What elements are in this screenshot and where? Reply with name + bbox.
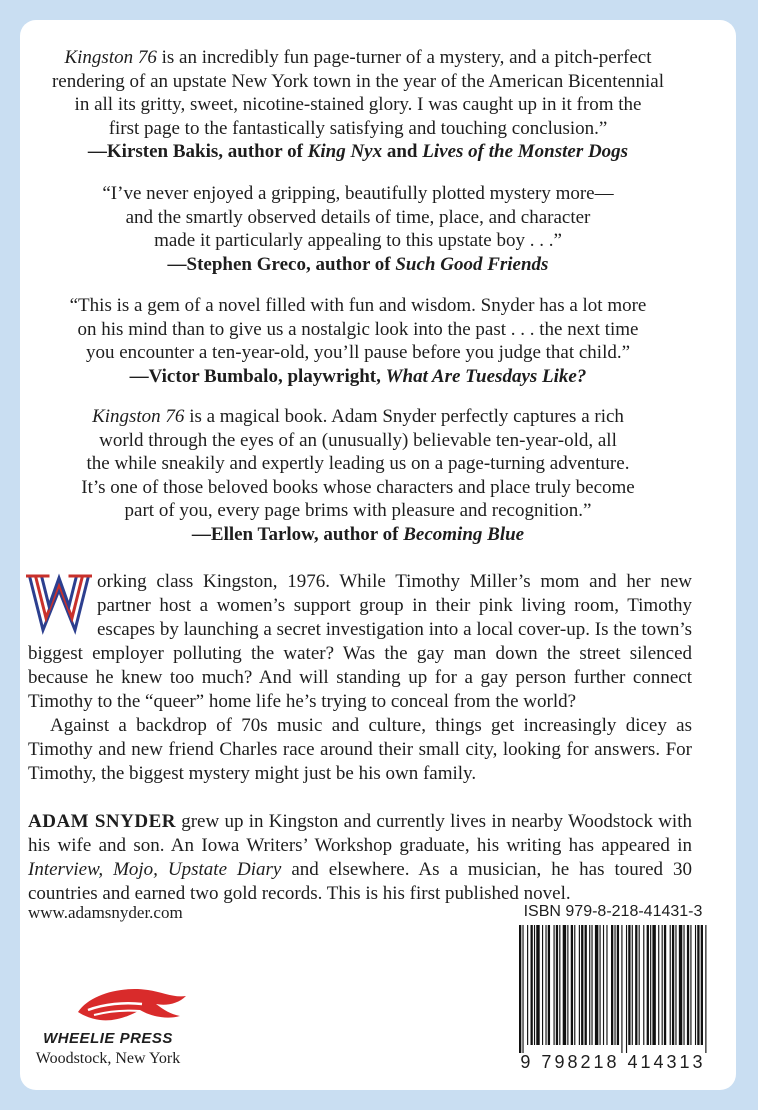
- barcode-bar: [639, 925, 640, 1045]
- barcode-bar: [650, 925, 651, 1045]
- barcode-bar: [695, 925, 696, 1045]
- play-title: What Are Tuesdays Like?: [385, 365, 587, 387]
- barcode-bar: [611, 925, 613, 1045]
- barcode-bar: [581, 925, 583, 1045]
- blurb-ellen-tarlow: [26, 405, 690, 546]
- barcode-bar: [571, 925, 573, 1045]
- barcode-bar: [522, 925, 523, 1053]
- barcode-bar: [585, 925, 587, 1045]
- description-paragraph-2: Against a backdrop of 70s music and culture, things get increasingly dicey as Timothy and new friend Charles race around their small city, looking for answers. For Timothy, the biggest mystery might just be his own family.: [28, 715, 692, 784]
- description-paragraph-1: [28, 570, 692, 714]
- blurb-line-book-title: Kingston 76: [64, 47, 162, 68]
- blurb-line: It’s one of those beloved books whose characters and place truly become: [81, 476, 635, 498]
- barcode-bar: [701, 925, 703, 1045]
- wheelie-press-logo-icon: [70, 982, 190, 1026]
- blurb-line: the while sneakily and expertly leading us on a page-turning adventure.: [86, 453, 630, 474]
- barcode-bar: [670, 925, 671, 1045]
- barcode-bar: [591, 925, 592, 1045]
- barcode-bar: [658, 925, 659, 1045]
- isbn-digits: 9 798218 414313: [520, 1052, 706, 1072]
- dropcap-w-icon: [26, 572, 92, 638]
- bio-publications: Interview, Mojo, Upstate Diary: [28, 859, 282, 880]
- barcode-bar: [675, 925, 676, 1045]
- barcode-bar: [545, 925, 546, 1045]
- description-text: orking class Kingston, 1976. While Timothy Miller’s mom and her new partner host a women’s support group in their pink living room, Timothy escapes by launching a secret investigation into a local cover-up. Is the town’s biggest employer polluting the water? Was the gay man down the street silenced because he knew too much? And will standing up for a gay person further connect Timothy to the “queer” home life he’s trying to conceal from the world?: [28, 571, 692, 712]
- blurb-stephen-greco: [26, 182, 690, 276]
- barcode-bar: [687, 925, 689, 1045]
- blurb-attribution: —Stephen Greco, author of Such Good Friends: [167, 253, 549, 275]
- blurb-line: [26, 405, 690, 429]
- isbn-barcode: [513, 903, 713, 1075]
- barcode-bar: [697, 925, 699, 1045]
- isbn-label: ISBN 979-8-218-41431-3: [523, 903, 703, 920]
- barcode-bar: [647, 925, 649, 1045]
- blurb-victor-bumbalo: [26, 294, 690, 388]
- bio-text: grew up in Kingston and currently lives in nearby Woodstock with his wife and son. An Iowa Writers’ Workshop graduate, his writing has appeared in: [28, 811, 692, 856]
- barcode-bar: [600, 925, 601, 1045]
- blurb-attribution: —Victor Bumbalo, playwright, What Are Tuesdays Like?: [129, 365, 587, 387]
- barcode-bar: [595, 925, 598, 1045]
- barcode-bar: [554, 925, 555, 1045]
- publisher-name: WHEELIE PRESS: [43, 1030, 173, 1047]
- blurb-line: part of you, every page brims with pleasure and recognition.”: [124, 500, 592, 521]
- blurb-line: “This is a gem of a novel filled with fun and wisdom. Snyder has a lot more: [69, 295, 647, 316]
- blurb-line: you encounter a ten-year-old, you’ll pause before you judge that child.”: [85, 342, 631, 363]
- barcode-bar: [683, 925, 684, 1045]
- blurb-line: and the smartly observed details of time, place, and character: [125, 206, 591, 228]
- barcode-bar: [556, 925, 558, 1045]
- barcode-bar: [606, 925, 607, 1045]
- barcode-bar: [635, 925, 637, 1045]
- barcode-bar: [534, 925, 535, 1045]
- book-title-monster-dogs: Lives of the Monster Dogs: [422, 141, 629, 162]
- barcode-bar: [579, 925, 580, 1045]
- barcode-bar: [614, 925, 615, 1045]
- barcode-bar: [531, 925, 533, 1045]
- barcode-bar: [548, 925, 550, 1045]
- barcode-bar: [705, 925, 706, 1053]
- barcode-bar: [643, 925, 644, 1045]
- barcode-icon: [517, 925, 709, 1053]
- barcode-bar: [662, 925, 663, 1045]
- barcode-bar: [567, 925, 568, 1045]
- barcode-bar: [603, 925, 604, 1045]
- blurb-line-text: is a magical book. Adam Snyder perfectly captures a rich: [184, 406, 624, 427]
- barcode-bar: [621, 925, 622, 1053]
- barcode-bar: [664, 925, 666, 1045]
- blurb-line: rendering of an upstate New York town in the year of the American Bicentennial: [51, 70, 665, 92]
- book-title-such-good-friends: Such Good Friends: [395, 253, 549, 275]
- author-bio: [28, 810, 692, 906]
- barcode-bar: [652, 925, 655, 1045]
- blurb-attribution: —Ellen Tarlow, author of Becoming Blue: [191, 523, 525, 545]
- barcode-bar: [589, 925, 590, 1045]
- blurb-attribution: —Kirsten Bakis, author of King Nyx and Lives of the Monster Dogs: [87, 141, 629, 162]
- barcode-bar: [563, 925, 566, 1045]
- barcode-bar: [574, 925, 575, 1045]
- blurb-line: made it particularly appealing to this upstate boy . . .”: [154, 230, 562, 251]
- blurb-line: [26, 46, 690, 70]
- barcode-bar: [536, 925, 539, 1045]
- blurb-line-text: is an incredibly fun page-turner of a mystery, and a pitch-perfect: [161, 47, 652, 68]
- blurb-line: in all its gritty, sweet, nicotine-stained glory. I was caught up in it from the: [74, 94, 642, 115]
- barcode-bar: [632, 925, 633, 1045]
- barcode-bar: [628, 925, 630, 1045]
- barcode-bar: [626, 925, 627, 1053]
- book-title-king-nyx: King Nyx: [307, 141, 383, 162]
- publisher-location: Woodstock, New York: [35, 1050, 181, 1067]
- blurb-line: on his mind than to give us a nostalgic look into the past . . . the next time: [77, 318, 639, 340]
- dropcap-letter: W: [58, 636, 60, 637]
- barcode-bar: [672, 925, 674, 1045]
- barcode-bar: [690, 925, 691, 1045]
- author-website: www.adamsnyder.com: [28, 903, 183, 922]
- book-title-becoming-blue: Becoming Blue: [403, 523, 525, 545]
- barcode-bar: [519, 925, 521, 1053]
- bio-text-end: and elsewhere. As a musician, he has toured 30 countries and earned two gold records. This is his first published novel.: [28, 859, 692, 904]
- barcode-bar: [679, 925, 682, 1045]
- barcode-bar: [559, 925, 560, 1045]
- book-description: [28, 570, 692, 786]
- author-name: ADAM SNYDER: [28, 811, 176, 832]
- barcode-bar: [527, 925, 528, 1045]
- book-title-kingston-76: Kingston 76: [92, 406, 185, 427]
- barcode-bar: [542, 925, 543, 1045]
- blurb-line: world through the eyes of an (unusually) believable ten-year-old, all: [99, 429, 617, 451]
- blurb-kirsten-bakis: [26, 46, 690, 164]
- blurb-line: first page to the fantastically satisfying and touching conclusion.”: [108, 117, 608, 139]
- barcode-bar: [617, 925, 619, 1045]
- blurb-line: “I’ve never enjoyed a gripping, beautifully plotted mystery more—: [102, 183, 614, 204]
